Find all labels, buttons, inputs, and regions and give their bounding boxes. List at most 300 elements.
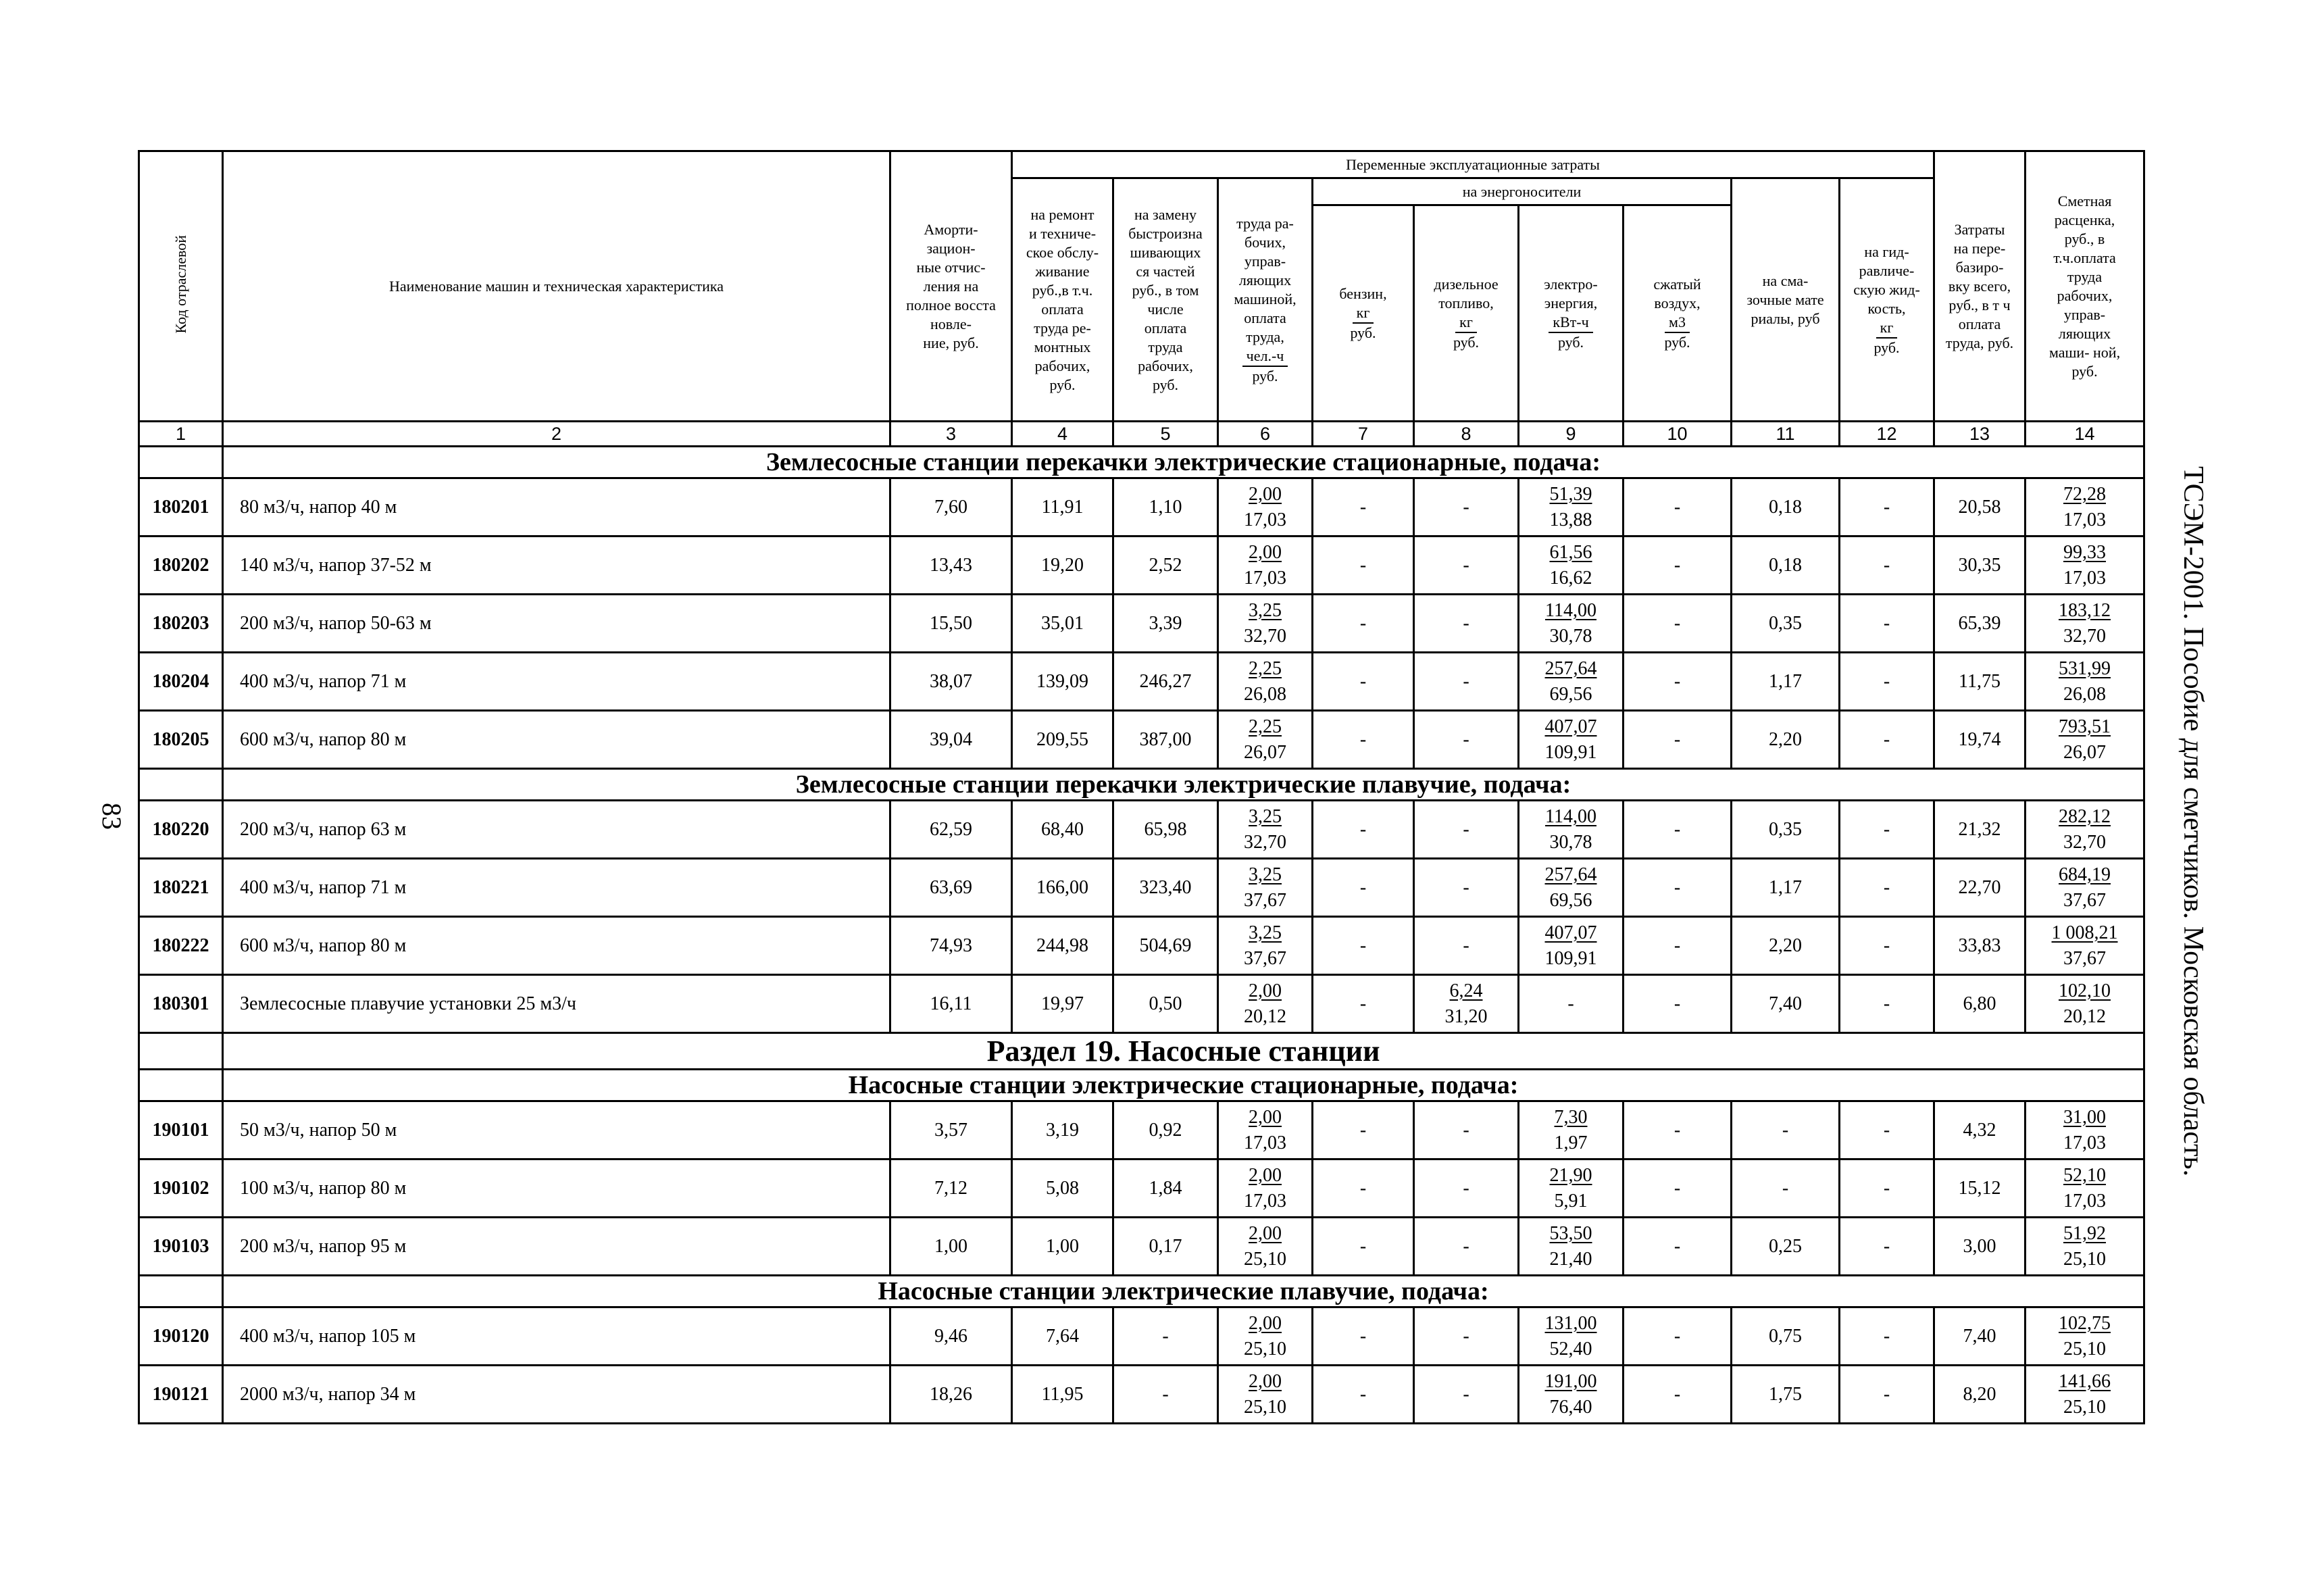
labor-cell-bottom: 26,07 (1244, 741, 1286, 763)
table-row (139, 1159, 2144, 1218)
table-row (139, 1307, 2144, 1366)
code-cell: 180221 (139, 859, 223, 917)
electric-cell-bottom: 69,56 (1549, 889, 1592, 911)
labor-cell-top: 2,00 (1249, 1222, 1282, 1244)
labor-cell-bottom: 32,70 (1244, 625, 1286, 647)
rates-table (138, 150, 2145, 1424)
header-line: руб. (1152, 376, 1179, 393)
electric-cell-top: 51,39 (1549, 483, 1592, 505)
relocation-cell: 22,70 (1934, 859, 2026, 917)
header-energy: на энергоносители (1313, 178, 1732, 205)
diesel-cell: - (1414, 653, 1519, 711)
header-line: электро- (1544, 275, 1598, 293)
page-number: 83 (97, 803, 127, 830)
air-cell: - (1624, 975, 1732, 1033)
hydraulic-cell: - (1840, 595, 1934, 653)
header-name: Наименование машин и техническая характеристика (223, 151, 890, 422)
labor-cell-bottom: 25,10 (1244, 1396, 1286, 1418)
amort-cell: 7,12 (890, 1159, 1012, 1218)
repair-cell: 68,40 (1012, 801, 1113, 859)
petrol-cell: - (1313, 711, 1414, 769)
header-line: оплата (1041, 300, 1084, 318)
petrol-cell: - (1313, 1366, 1414, 1424)
diesel-cell: - (1414, 1307, 1519, 1366)
labor-cell-bottom: 17,03 (1244, 1190, 1286, 1212)
rate-cell (2026, 917, 2144, 975)
section-header-row (139, 447, 2144, 478)
header-line: Сметная (2057, 192, 2112, 209)
header-line: руб., в (2064, 230, 2105, 247)
electric-cell-bottom: 30,78 (1549, 625, 1592, 647)
header-line: рабочих, (2057, 286, 2113, 304)
replace-cell: 0,92 (1113, 1101, 1218, 1159)
diesel-cell: - (1414, 1101, 1519, 1159)
header-line: равличе- (1859, 261, 1915, 279)
labor-cell-top: 2,00 (1249, 1370, 1282, 1392)
labor-cell (1218, 801, 1313, 859)
amort-cell: 18,26 (890, 1366, 1012, 1424)
air-cell: - (1624, 595, 1732, 653)
labor-cell (1218, 1101, 1313, 1159)
table-row (139, 1101, 2144, 1159)
labor-cell-top: 3,25 (1249, 922, 1282, 943)
labor-cell-top: 2,00 (1249, 1106, 1282, 1128)
rate-cell-bottom: 26,07 (2063, 741, 2107, 763)
rate-cell (2026, 1101, 2144, 1159)
header-electric: электро- энергия, кВт-ч руб. (1519, 205, 1624, 422)
replace-cell: 1,84 (1113, 1159, 1218, 1218)
hydraulic-cell: - (1840, 917, 1934, 975)
amort-cell: 9,46 (890, 1307, 1012, 1366)
header-line: рабочих, (1138, 357, 1193, 374)
header-line: руб., в том (1132, 281, 1199, 299)
labor-cell-bottom: 37,67 (1244, 947, 1286, 969)
air-cell: - (1624, 1307, 1732, 1366)
petrol-cell: - (1313, 1101, 1414, 1159)
header-line: на гид- (1864, 243, 1909, 260)
amort-cell: 7,60 (890, 478, 1012, 537)
header-line: на ремонт (1030, 205, 1095, 223)
header-line: зацион- (926, 239, 976, 257)
header-line: скую жид- (1853, 280, 1920, 298)
header-line: быстроизна (1128, 224, 1203, 242)
electric-cell-top: 114,00 (1545, 599, 1596, 621)
header-air: сжатый воздух, м3 руб. (1624, 205, 1732, 422)
labor-cell (1218, 1307, 1313, 1366)
electric-cell (1519, 801, 1624, 859)
labor-cell-bottom: 37,67 (1244, 889, 1286, 911)
header-line: и техниче- (1028, 224, 1097, 242)
air-cell: - (1624, 1159, 1732, 1218)
repair-cell: 1,00 (1012, 1218, 1113, 1276)
amort-cell: 62,59 (890, 801, 1012, 859)
diesel-cell: - (1414, 801, 1519, 859)
electric-cell (1519, 595, 1624, 653)
code-cell: 180201 (139, 478, 223, 537)
relocation-cell: 20,58 (1934, 478, 2026, 537)
hydraulic-cell: - (1840, 1307, 1934, 1366)
rate-cell (2026, 1366, 2144, 1424)
name-cell: 400 м3/ч, напор 105 м (223, 1307, 890, 1366)
column-number: 4 (1012, 422, 1113, 447)
air-cell: - (1624, 1218, 1732, 1276)
lubric-cell: 2,20 (1732, 711, 1840, 769)
repair-cell: 209,55 (1012, 711, 1113, 769)
header-repair (1012, 178, 1113, 422)
header-line: рабочих, (1034, 357, 1090, 374)
electric-cell-bottom: 5,91 (1554, 1190, 1588, 1212)
column-number: 10 (1624, 422, 1732, 447)
labor-cell (1218, 537, 1313, 595)
table-row (139, 975, 2144, 1033)
rate-cell-top: 183,12 (2059, 599, 2111, 621)
repair-cell: 166,00 (1012, 859, 1113, 917)
header-line: управ- (1244, 252, 1286, 270)
name-cell: 200 м3/ч, напор 50-63 м (223, 595, 890, 653)
header-line: труда, руб. (1945, 334, 2014, 351)
rate-cell (2026, 859, 2144, 917)
electric-cell (1519, 917, 1624, 975)
blank-cell (139, 1276, 223, 1307)
rate-cell (2026, 801, 2144, 859)
electric-cell (1519, 1307, 1624, 1366)
petrol-cell: - (1313, 917, 1414, 975)
column-number: 8 (1414, 422, 1519, 447)
rate-cell-top: 282,12 (2059, 805, 2111, 827)
amort-cell: 38,07 (890, 653, 1012, 711)
header-line: ляющих (2058, 324, 2111, 342)
amort-cell: 63,69 (890, 859, 1012, 917)
rate-cell-top: 531,99 (2059, 657, 2111, 679)
header-line: маши- ной, (2048, 343, 2121, 361)
air-cell: - (1624, 537, 1732, 595)
electric-cell-top: 21,90 (1549, 1164, 1592, 1186)
header-line: руб., в т ч (1948, 296, 2011, 314)
amort-cell: 15,50 (890, 595, 1012, 653)
lubric-cell: - (1732, 1101, 1840, 1159)
replace-cell: 0,17 (1113, 1218, 1218, 1276)
relocation-cell: 11,75 (1934, 653, 2026, 711)
repair-cell: 19,97 (1012, 975, 1113, 1033)
labor-cell-top: 3,25 (1249, 864, 1282, 885)
labor-cell-top: 2,25 (1249, 716, 1282, 737)
column-number: 12 (1840, 422, 1934, 447)
electric-cell (1519, 478, 1624, 537)
section-header-row (139, 1276, 2144, 1307)
rate-cell-bottom: 25,10 (2063, 1248, 2107, 1270)
diesel-cell-top: 6,24 (1449, 980, 1483, 1001)
lubric-cell: 0,35 (1732, 595, 1840, 653)
replace-cell: 1,10 (1113, 478, 1218, 537)
header-rate (2026, 151, 2144, 422)
column-number: 6 (1218, 422, 1313, 447)
column-number: 11 (1732, 422, 1840, 447)
amort-cell: 39,04 (890, 711, 1012, 769)
replace-cell: 0,50 (1113, 975, 1218, 1033)
header-line: живание (1035, 262, 1090, 280)
air-cell: - (1624, 859, 1732, 917)
petrol-cell: - (1313, 801, 1414, 859)
petrol-cell: - (1313, 975, 1414, 1033)
code-cell: 180202 (139, 537, 223, 595)
code-cell: 180204 (139, 653, 223, 711)
electric-cell (1519, 711, 1624, 769)
repair-cell: 11,91 (1012, 478, 1113, 537)
diesel-cell: - (1414, 859, 1519, 917)
diesel-cell: - (1414, 711, 1519, 769)
header-line: ское обслу- (1026, 243, 1099, 261)
section-header-row (139, 769, 2144, 801)
header-line: ления на (923, 277, 979, 295)
repair-cell: 3,19 (1012, 1101, 1113, 1159)
name-cell: 600 м3/ч, напор 80 м (223, 711, 890, 769)
header-line: риалы, руб (1751, 309, 1820, 327)
name-cell: Землесосные плавучие установки 25 м3/ч (223, 975, 890, 1033)
name-cell: 100 м3/ч, напор 80 м (223, 1159, 890, 1218)
header-line: оплата (1244, 309, 1286, 326)
header-line: ляющих (1238, 271, 1292, 289)
labor-cell (1218, 1366, 1313, 1424)
relocation-cell: 21,32 (1934, 801, 2026, 859)
labor-cell-bottom: 17,03 (1244, 509, 1286, 530)
replace-cell: 504,69 (1113, 917, 1218, 975)
rate-cell-bottom: 32,70 (2063, 625, 2107, 647)
repair-cell: 139,09 (1012, 653, 1113, 711)
air-cell: - (1624, 711, 1732, 769)
section-title: Землесосные станции перекачки электрические стационарные, подача: (223, 447, 2144, 478)
column-number: 1 (139, 422, 223, 447)
air-cell: - (1624, 801, 1732, 859)
code-cell: 190103 (139, 1218, 223, 1276)
header-line: Затраты (1954, 220, 2005, 238)
labor-cell-bottom: 32,70 (1244, 831, 1286, 853)
replace-cell: 323,40 (1113, 859, 1218, 917)
header-line: труда (2067, 268, 2103, 285)
electric-cell (1519, 1159, 1624, 1218)
hydraulic-cell: - (1840, 653, 1934, 711)
labor-cell-top: 3,25 (1249, 599, 1282, 621)
name-cell: 200 м3/ч, напор 63 м (223, 801, 890, 859)
electric-cell (1519, 1366, 1624, 1424)
rate-cell (2026, 653, 2144, 711)
hydraulic-cell: - (1840, 1366, 1934, 1424)
header-line: сжатый (1653, 275, 1701, 293)
header-line: полное восста (906, 296, 996, 314)
electric-cell-top: 53,50 (1549, 1222, 1592, 1244)
replace-cell: - (1113, 1307, 1218, 1366)
column-number: 13 (1934, 422, 2026, 447)
table-row (139, 801, 2144, 859)
relocation-cell: 19,74 (1934, 711, 2026, 769)
rate-cell (2026, 595, 2144, 653)
labor-cell-top: 2,00 (1249, 483, 1282, 505)
labor-cell (1218, 975, 1313, 1033)
electric-cell (1519, 653, 1624, 711)
code-cell: 190102 (139, 1159, 223, 1218)
diesel-cell: - (1414, 1218, 1519, 1276)
labor-cell-top: 2,25 (1249, 657, 1282, 679)
repair-cell: 7,64 (1012, 1307, 1113, 1366)
table-row (139, 478, 2144, 537)
petrol-cell: - (1313, 537, 1414, 595)
column-number: 14 (2026, 422, 2144, 447)
electric-cell (1519, 537, 1624, 595)
petrol-cell: - (1313, 1307, 1414, 1366)
blank-cell (139, 1033, 223, 1070)
header-line: труда, (1246, 328, 1284, 345)
rate-cell-bottom: 37,67 (2063, 889, 2107, 911)
air-cell: - (1624, 917, 1732, 975)
hydraulic-cell: - (1840, 478, 1934, 537)
rate-cell-bottom: 17,03 (2063, 509, 2107, 530)
lubric-cell: 0,25 (1732, 1218, 1840, 1276)
replace-cell: 3,39 (1113, 595, 1218, 653)
table-row (139, 537, 2144, 595)
code-cell: 190121 (139, 1366, 223, 1424)
amort-cell: 74,93 (890, 917, 1012, 975)
air-cell: - (1624, 653, 1732, 711)
header-lubric (1732, 178, 1840, 422)
electric-cell-top: 407,07 (1544, 716, 1597, 737)
column-numbers-row (139, 422, 2144, 447)
header-diesel: дизельное топливо, кг руб. (1414, 205, 1519, 422)
lubric-cell: 0,18 (1732, 537, 1840, 595)
hydraulic-cell: - (1840, 1218, 1934, 1276)
name-cell: 200 м3/ч, напор 95 м (223, 1218, 890, 1276)
header-line: вку всего, (1948, 277, 2011, 295)
electric-cell-bottom: 30,78 (1549, 831, 1592, 853)
code-cell: 180205 (139, 711, 223, 769)
electric-cell-top: 114,00 (1545, 805, 1596, 827)
diesel-cell-bottom: 31,20 (1444, 1005, 1488, 1027)
rate-cell (2026, 975, 2144, 1033)
electric-cell-top: 7,30 (1554, 1106, 1588, 1128)
name-cell: 600 м3/ч, напор 80 м (223, 917, 890, 975)
relocation-cell: 7,40 (1934, 1307, 2026, 1366)
labor-cell (1218, 917, 1313, 975)
labor-cell (1218, 595, 1313, 653)
section-title: Землесосные станции перекачки электрические плавучие, подача: (223, 769, 2144, 801)
labor-cell-bottom: 26,08 (1244, 683, 1286, 705)
electric-cell-bottom: 16,62 (1549, 567, 1592, 589)
labor-cell-bottom: 25,10 (1244, 1338, 1286, 1360)
rate-cell-bottom: 25,10 (2063, 1396, 2107, 1418)
code-cell: 180220 (139, 801, 223, 859)
replace-cell: 387,00 (1113, 711, 1218, 769)
header-line: на замену (1134, 205, 1197, 223)
labor-cell-bottom: 25,10 (1244, 1248, 1286, 1270)
hydraulic-cell: - (1840, 975, 1934, 1033)
header-line: оплата (1144, 319, 1187, 336)
repair-cell: 244,98 (1012, 917, 1113, 975)
labor-cell-bottom: 17,03 (1244, 1132, 1286, 1153)
labor-cell-top: 3,25 (1249, 805, 1282, 827)
petrol-cell: - (1313, 859, 1414, 917)
electric-cell-top: 407,07 (1544, 922, 1597, 943)
header-line: на сма- (1762, 272, 1809, 289)
rate-cell-bottom: 17,03 (2063, 567, 2107, 589)
electric-cell (1519, 859, 1624, 917)
hydraulic-cell: - (1840, 859, 1934, 917)
labor-cell (1218, 1218, 1313, 1276)
labor-cell (1218, 653, 1313, 711)
code-cell: 180301 (139, 975, 223, 1033)
amort-cell: 1,00 (890, 1218, 1012, 1276)
electric-cell: - (1519, 975, 1624, 1033)
header-variable-costs: Переменные эксплуатационные затраты (1012, 151, 1934, 178)
relocation-cell: 6,80 (1934, 975, 2026, 1033)
replace-cell: 2,52 (1113, 537, 1218, 595)
header-relocation (1934, 151, 2026, 422)
labor-cell-top: 2,00 (1249, 1312, 1282, 1334)
rate-cell (2026, 1307, 2144, 1366)
electric-cell-bottom: 76,40 (1549, 1396, 1592, 1418)
lubric-cell: 1,75 (1732, 1366, 1840, 1424)
hydraulic-cell: - (1840, 537, 1934, 595)
header-line: ные отчис- (916, 258, 986, 276)
electric-cell-bottom: 52,40 (1549, 1338, 1592, 1360)
table-row (139, 1218, 2144, 1276)
electric-cell-bottom: 69,56 (1549, 683, 1592, 705)
column-number: 5 (1113, 422, 1218, 447)
rate-cell-bottom: 32,70 (2063, 831, 2107, 853)
rate-cell-top: 51,92 (2063, 1222, 2107, 1244)
header-hydraulic: на гид- равличе- скую жид- кость, кг руб. (1840, 178, 1934, 422)
header-line: воздух, (1654, 294, 1701, 311)
header-code: Код отраслевой (139, 151, 223, 422)
column-number: 2 (223, 422, 890, 447)
repair-cell: 19,20 (1012, 537, 1113, 595)
rate-cell (2026, 1218, 2144, 1276)
diesel-cell: - (1414, 537, 1519, 595)
rate-cell-bottom: 26,08 (2063, 683, 2107, 705)
lubric-cell: - (1732, 1159, 1840, 1218)
petrol-cell: - (1313, 595, 1414, 653)
rate-cell-bottom: 17,03 (2063, 1190, 2107, 1212)
header-line: топливо, (1438, 294, 1494, 311)
header-replace (1113, 178, 1218, 422)
relocation-cell: 33,83 (1934, 917, 2026, 975)
header-line: т.ч.оплата (2053, 249, 2116, 266)
header-line: базиро- (1955, 258, 2004, 276)
repair-cell: 5,08 (1012, 1159, 1113, 1218)
amort-cell: 3,57 (890, 1101, 1012, 1159)
relocation-cell: 3,00 (1934, 1218, 2026, 1276)
rate-cell-top: 684,19 (2059, 864, 2111, 885)
part-header-row (139, 1033, 2144, 1070)
rate-cell-top: 141,66 (2059, 1370, 2111, 1392)
relocation-cell: 4,32 (1934, 1101, 2026, 1159)
code-cell: 180222 (139, 917, 223, 975)
header-line: числе (1147, 300, 1184, 318)
rate-cell (2026, 537, 2144, 595)
rate-cell-top: 72,28 (2063, 483, 2107, 505)
replace-cell: 246,27 (1113, 653, 1218, 711)
header-line: кость, (1867, 299, 1906, 317)
rate-cell-bottom: 20,12 (2063, 1005, 2107, 1027)
hydraulic-cell: - (1840, 1159, 1934, 1218)
header-line: труда (1148, 338, 1183, 355)
blank-cell (139, 1070, 223, 1101)
diesel-cell: - (1414, 595, 1519, 653)
header-line: ся частей (1136, 262, 1195, 280)
code-cell: 180203 (139, 595, 223, 653)
header-line: управ- (2063, 305, 2106, 323)
electric-cell-top: 257,64 (1544, 864, 1597, 885)
electric-cell-bottom: 109,91 (1544, 741, 1597, 763)
labor-cell (1218, 859, 1313, 917)
table-row (139, 1366, 2144, 1424)
